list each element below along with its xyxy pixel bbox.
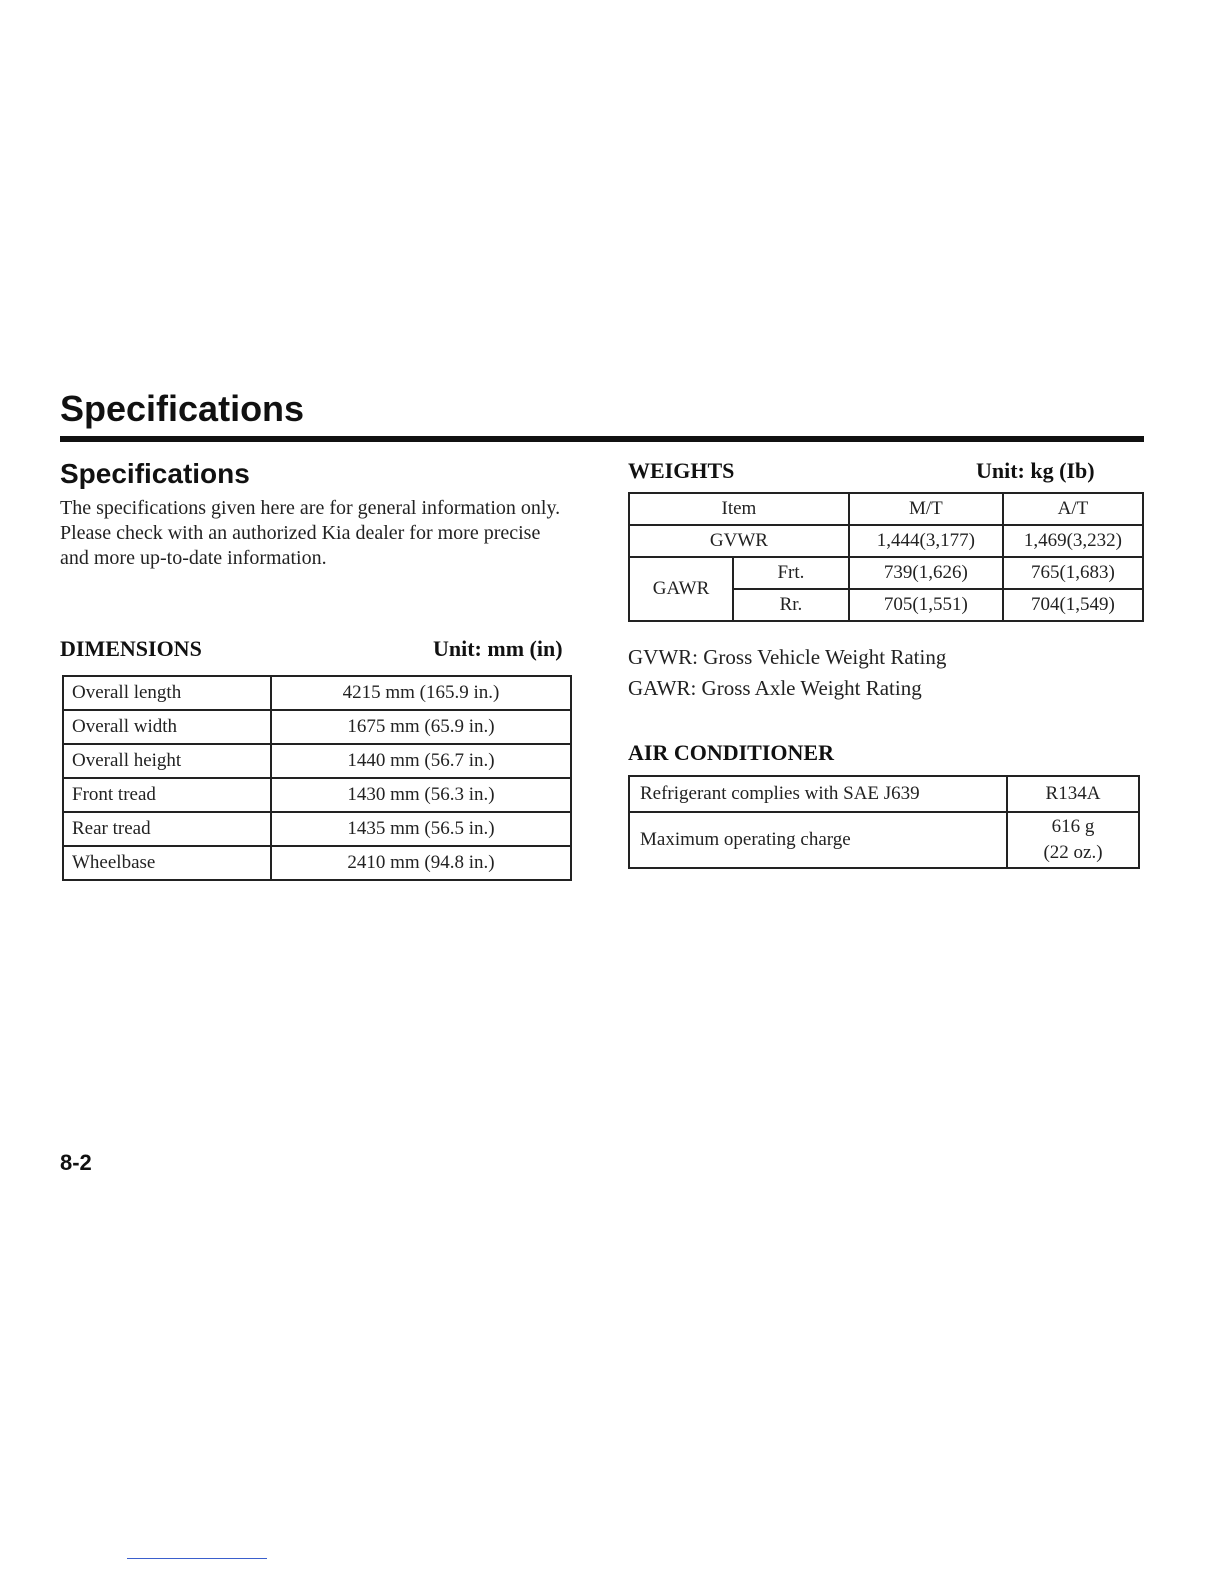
air-conditioner-table	[628, 775, 1140, 869]
gvwr-at: 1,469(3,232)	[1003, 525, 1143, 557]
dimension-label: Overall height	[63, 744, 271, 778]
table-row	[63, 744, 571, 778]
dimension-label: Rear tread	[63, 812, 271, 846]
table-header-row	[629, 493, 1143, 525]
dimension-value: 2410 mm (94.8 in.)	[271, 846, 571, 880]
gvwr-note: GVWR: Gross Vehicle Weight Rating	[628, 645, 947, 669]
header-item: Item	[629, 493, 849, 525]
dimension-value: 1440 mm (56.7 in.)	[271, 744, 571, 778]
footer-rule	[127, 1558, 267, 1559]
weights-unit: Unit: kg (Ib)	[976, 458, 1095, 483]
dimension-value: 1430 mm (56.3 in.)	[271, 778, 571, 812]
dimension-label: Front tread	[63, 778, 271, 812]
weights-table	[628, 492, 1144, 622]
gvwr-label: GVWR	[629, 525, 849, 557]
dimensions-unit: Unit: mm (in)	[433, 636, 563, 661]
header-at: A/T	[1003, 493, 1143, 525]
ac-value: R134A	[1007, 776, 1139, 812]
ac-value-line: (22 oz.)	[1043, 842, 1103, 863]
table-row	[63, 676, 571, 710]
table-row	[63, 710, 571, 744]
header-mt: M/T	[849, 493, 1003, 525]
gawr-front-mt: 739(1,626)	[849, 557, 1003, 589]
ac-label: Maximum operating charge	[629, 812, 1007, 868]
gawr-front-at: 765(1,683)	[1003, 557, 1143, 589]
dimension-value: 1675 mm (65.9 in.)	[271, 710, 571, 744]
page-number: 8-2	[60, 1150, 92, 1175]
ac-value-line: 616 g	[1051, 816, 1095, 837]
gawr-rear-at: 704(1,549)	[1003, 589, 1143, 621]
table-row	[629, 812, 1139, 868]
table-row	[629, 525, 1143, 557]
intro-paragraph: The specifications given here are for general information only. Please check with an authorized Kia dealer for more precise and more up-to-date information.	[60, 497, 561, 569]
gawr-front-label: Frt.	[733, 557, 849, 589]
dimension-label: Overall width	[63, 710, 271, 744]
table-row	[629, 776, 1139, 812]
table-row	[63, 778, 571, 812]
gawr-rear-mt: 705(1,551)	[849, 589, 1003, 621]
dimensions-table	[62, 675, 572, 881]
gawr-label: GAWR	[629, 557, 733, 621]
ac-value	[1007, 812, 1139, 868]
ac-label: Refrigerant complies with SAE J639	[629, 776, 1007, 812]
dimension-label: Wheelbase	[63, 846, 271, 880]
section-heading: Specifications	[60, 458, 250, 489]
dimension-label: Overall length	[63, 676, 271, 710]
air-conditioner-heading: AIR CONDITIONER	[628, 740, 834, 765]
gawr-note: GAWR: Gross Axle Weight Rating	[628, 676, 922, 700]
table-row	[63, 812, 571, 846]
table-row	[629, 557, 1143, 589]
dimensions-heading: DIMENSIONS	[60, 636, 202, 661]
dimension-value: 1435 mm (56.5 in.)	[271, 812, 571, 846]
dimension-value: 4215 mm (165.9 in.)	[271, 676, 571, 710]
gawr-rear-label: Rr.	[733, 589, 849, 621]
weights-heading: WEIGHTS	[628, 458, 735, 483]
title-rule	[60, 436, 1144, 442]
page-title: Specifications	[60, 388, 305, 429]
table-row	[63, 846, 571, 880]
gvwr-mt: 1,444(3,177)	[849, 525, 1003, 557]
